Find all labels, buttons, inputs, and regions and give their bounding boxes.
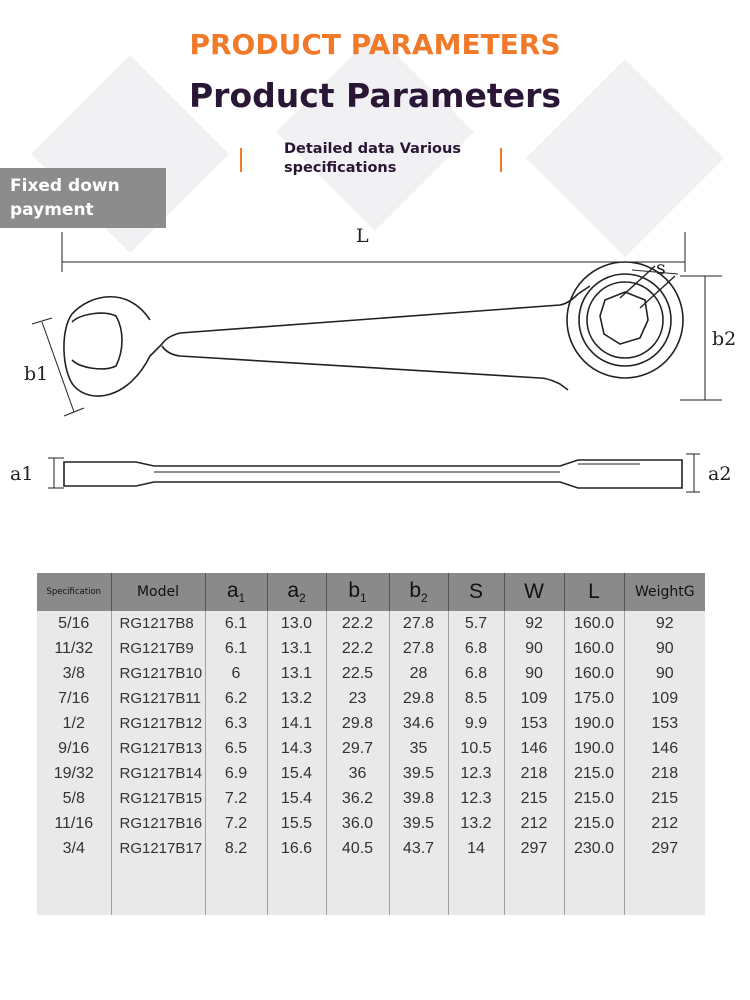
- table-cell-model: RG1217B15: [111, 786, 205, 811]
- table-cell-b2: 39.5: [389, 761, 448, 786]
- header-a2-sub: 2: [299, 591, 306, 606]
- header-l: L: [564, 573, 624, 611]
- ratchet-wrench-icon: [32, 232, 722, 492]
- table-row: [37, 761, 705, 786]
- dimension-label-s: s: [656, 257, 666, 279]
- table-cell-model: RG1217B8: [111, 611, 205, 636]
- table-cell-b2: 35: [389, 736, 448, 761]
- table-cell-b1: 36.0: [326, 811, 389, 836]
- table-cell-spec: 5/16: [37, 611, 111, 636]
- table-cell-b1: 36: [326, 761, 389, 786]
- table-cell-a1: 8.2: [205, 836, 267, 861]
- table-filler-cell: [326, 861, 389, 915]
- dimension-label-b2: b2: [712, 328, 737, 350]
- table-filler-cell: [504, 861, 564, 915]
- table-cell-s: 10.5: [448, 736, 504, 761]
- table-cell-model: RG1217B13: [111, 736, 205, 761]
- header-a1: [205, 573, 267, 611]
- table-cell-b2: 27.8: [389, 611, 448, 636]
- table-filler-row: [37, 861, 705, 915]
- table-cell-spec: 3/8: [37, 661, 111, 686]
- table-cell-l: 160.0: [564, 611, 624, 636]
- table-cell-b2: 27.8: [389, 636, 448, 661]
- table-cell-b1: 22.5: [326, 661, 389, 686]
- table-cell-a2: 14.1: [267, 711, 326, 736]
- table-filler-cell: [37, 861, 111, 915]
- table-cell-l: 190.0: [564, 711, 624, 736]
- table-cell-a2: 13.2: [267, 686, 326, 711]
- table-cell-a1: 6.1: [205, 611, 267, 636]
- table-cell-w: 218: [504, 761, 564, 786]
- table-header-row: [37, 573, 705, 611]
- table-cell-weight: 90: [655, 664, 674, 682]
- table-cell-b2: 43.7: [389, 836, 448, 861]
- header-a1-sub: 1: [238, 591, 246, 606]
- subtitle-divider-left: [240, 148, 242, 172]
- dimension-label-a1: a1: [10, 463, 34, 485]
- header-weight: WeightG: [624, 573, 705, 611]
- table-cell-model: RG1217B12: [111, 711, 205, 736]
- table-row: [37, 836, 705, 861]
- subtitle-divider-right: [500, 148, 502, 172]
- table-cell-l: 160.0: [564, 636, 624, 661]
- table-row: [37, 811, 705, 836]
- table-cell-w: 153: [504, 711, 564, 736]
- table-cell-l: 215.0: [564, 761, 624, 786]
- table-cell-a1: 6.1: [205, 636, 267, 661]
- table-cell-w: 90: [504, 661, 564, 686]
- table-cell-a1: 7.2: [205, 786, 267, 811]
- header-spec: Specification: [37, 573, 111, 611]
- table-cell-spec: 1/2: [37, 711, 111, 736]
- table-cell-spec: 11/16: [37, 811, 111, 836]
- header-b1: [326, 573, 389, 611]
- dimension-label-b1: b1: [24, 363, 49, 385]
- table-cell-a2: 15.5: [267, 811, 326, 836]
- table-cell-l: 215.0: [564, 786, 624, 811]
- table-cell-b1: 22.2: [326, 611, 389, 636]
- table-cell-b2: 39.5: [389, 811, 448, 836]
- table-filler-cell: [205, 861, 267, 915]
- table-filler-cell: [564, 861, 624, 915]
- table-cell-l: 215.0: [564, 811, 624, 836]
- table-cell-a2: 14.3: [267, 736, 326, 761]
- table-cell-b1: 36.2: [326, 786, 389, 811]
- table-cell-weight: 212: [651, 814, 679, 832]
- table-cell-a1: 6.9: [205, 761, 267, 786]
- table-cell-weight: 109: [651, 689, 679, 707]
- table-filler-cell: [267, 861, 326, 915]
- table-row: [37, 636, 705, 661]
- table-cell-s: 9.9: [448, 711, 504, 736]
- table-cell-spec: 7/16: [37, 686, 111, 711]
- table-cell-model: RG1217B9: [111, 636, 205, 661]
- table-row: [37, 711, 705, 736]
- table-cell-a1: 6.5: [205, 736, 267, 761]
- table-cell-s: 8.5: [448, 686, 504, 711]
- table-cell-weight: 90: [655, 639, 674, 657]
- table-cell-l: 230.0: [564, 836, 624, 861]
- table-cell-weight: 297: [651, 839, 679, 857]
- table-cell-a2: 13.1: [267, 636, 326, 661]
- subtitle: Detailed data Various specifications: [284, 141, 461, 176]
- table-cell-a1: 6.2: [205, 686, 267, 711]
- table-cell-w: 146: [504, 736, 564, 761]
- table-cell-b1: 29.8: [326, 711, 389, 736]
- header-b1-base: b: [348, 578, 360, 602]
- table-cell-s: 12.3: [448, 786, 504, 811]
- table-cell-l: 160.0: [564, 661, 624, 686]
- dimension-label-L: L: [356, 225, 369, 247]
- table-cell-model: RG1217B11: [111, 686, 205, 711]
- header-a2-base: a: [287, 578, 299, 602]
- table-cell-s: 5.7: [448, 611, 504, 636]
- table-cell-l: 175.0: [564, 686, 624, 711]
- header-model: Model: [111, 573, 205, 611]
- table-cell-w: 297: [504, 836, 564, 861]
- table-row: [37, 661, 705, 686]
- table-cell-spec: 11/32: [37, 636, 111, 661]
- table-filler-cell: [624, 861, 705, 915]
- header-b2-sub: 2: [421, 591, 428, 606]
- table-cell-s: 12.3: [448, 761, 504, 786]
- payment-badge: Fixed down payment: [0, 168, 166, 228]
- table-cell-a2: 15.4: [267, 761, 326, 786]
- table-cell-s: 6.8: [448, 636, 504, 661]
- table-cell-a2: 13.1: [267, 661, 326, 686]
- table-cell-weight: 146: [651, 739, 679, 757]
- table-row: [37, 686, 705, 711]
- table-cell-spec: 3/4: [37, 836, 111, 861]
- table-cell-spec: 5/8: [37, 786, 111, 811]
- table-cell-b1: 29.7: [326, 736, 389, 761]
- header-b1-sub: 1: [360, 591, 367, 606]
- table-filler-cell: [389, 861, 448, 915]
- table-cell-weight: 218: [651, 764, 679, 782]
- table-cell-a2: 16.6: [267, 836, 326, 861]
- table-cell-w: 212: [504, 811, 564, 836]
- header-a1-base: a: [226, 578, 239, 602]
- table-cell-s: 13.2: [448, 811, 504, 836]
- table-cell-b1: 40.5: [326, 836, 389, 861]
- table-cell-a2: 13.0: [267, 611, 326, 636]
- table-cell-spec: 19/32: [37, 761, 111, 786]
- header-s: S: [448, 573, 504, 611]
- table-filler-cell: [111, 861, 205, 915]
- table-row: [37, 736, 705, 761]
- table-cell-weight: 153: [651, 714, 679, 732]
- table-cell-model: RG1217B14: [111, 761, 205, 786]
- table-filler-cell: [448, 861, 504, 915]
- dimension-label-a2: a2: [708, 463, 732, 485]
- wrench-diagram: [0, 220, 750, 510]
- table-cell-weight: 215: [651, 789, 679, 807]
- table-cell-a1: 6.3: [205, 711, 267, 736]
- headline-english: PRODUCT PARAMETERS: [189, 28, 561, 61]
- table-cell-a2: 15.4: [267, 786, 326, 811]
- table-cell-w: 92: [504, 611, 564, 636]
- header-b2: [389, 573, 448, 611]
- table-cell-b1: 23: [326, 686, 389, 711]
- header-w: W: [504, 573, 564, 611]
- table-cell-s: 6.8: [448, 661, 504, 686]
- table-cell-b2: 29.8: [389, 686, 448, 711]
- table-cell-l: 190.0: [564, 736, 624, 761]
- table-cell-w: 215: [504, 786, 564, 811]
- table-cell-model: RG1217B10: [111, 661, 205, 686]
- table-cell-w: 90: [504, 636, 564, 661]
- table-body: [37, 611, 705, 915]
- table-cell-spec: 9/16: [37, 736, 111, 761]
- table-cell-model: RG1217B16: [111, 811, 205, 836]
- table-cell-s: 14: [448, 836, 504, 861]
- table-row: [37, 611, 705, 636]
- table-cell-a1: 7.2: [205, 811, 267, 836]
- table-cell-w: 109: [504, 686, 564, 711]
- table-cell-model: RG1217B17: [111, 836, 205, 861]
- header-a2: [267, 573, 326, 611]
- table-row: [37, 786, 705, 811]
- page-title: Product Parameters: [188, 76, 562, 115]
- table-cell-b1: 22.2: [326, 636, 389, 661]
- table-cell-b2: 39.8: [389, 786, 448, 811]
- table-cell-a1: 6: [205, 661, 267, 686]
- spec-table: [37, 573, 705, 915]
- table-cell-b2: 28: [389, 661, 448, 686]
- background-diamond-center: [276, 33, 474, 231]
- table-cell-weight: 92: [655, 614, 674, 632]
- header-b2-base: b: [409, 578, 421, 602]
- table-cell-b2: 34.6: [389, 711, 448, 736]
